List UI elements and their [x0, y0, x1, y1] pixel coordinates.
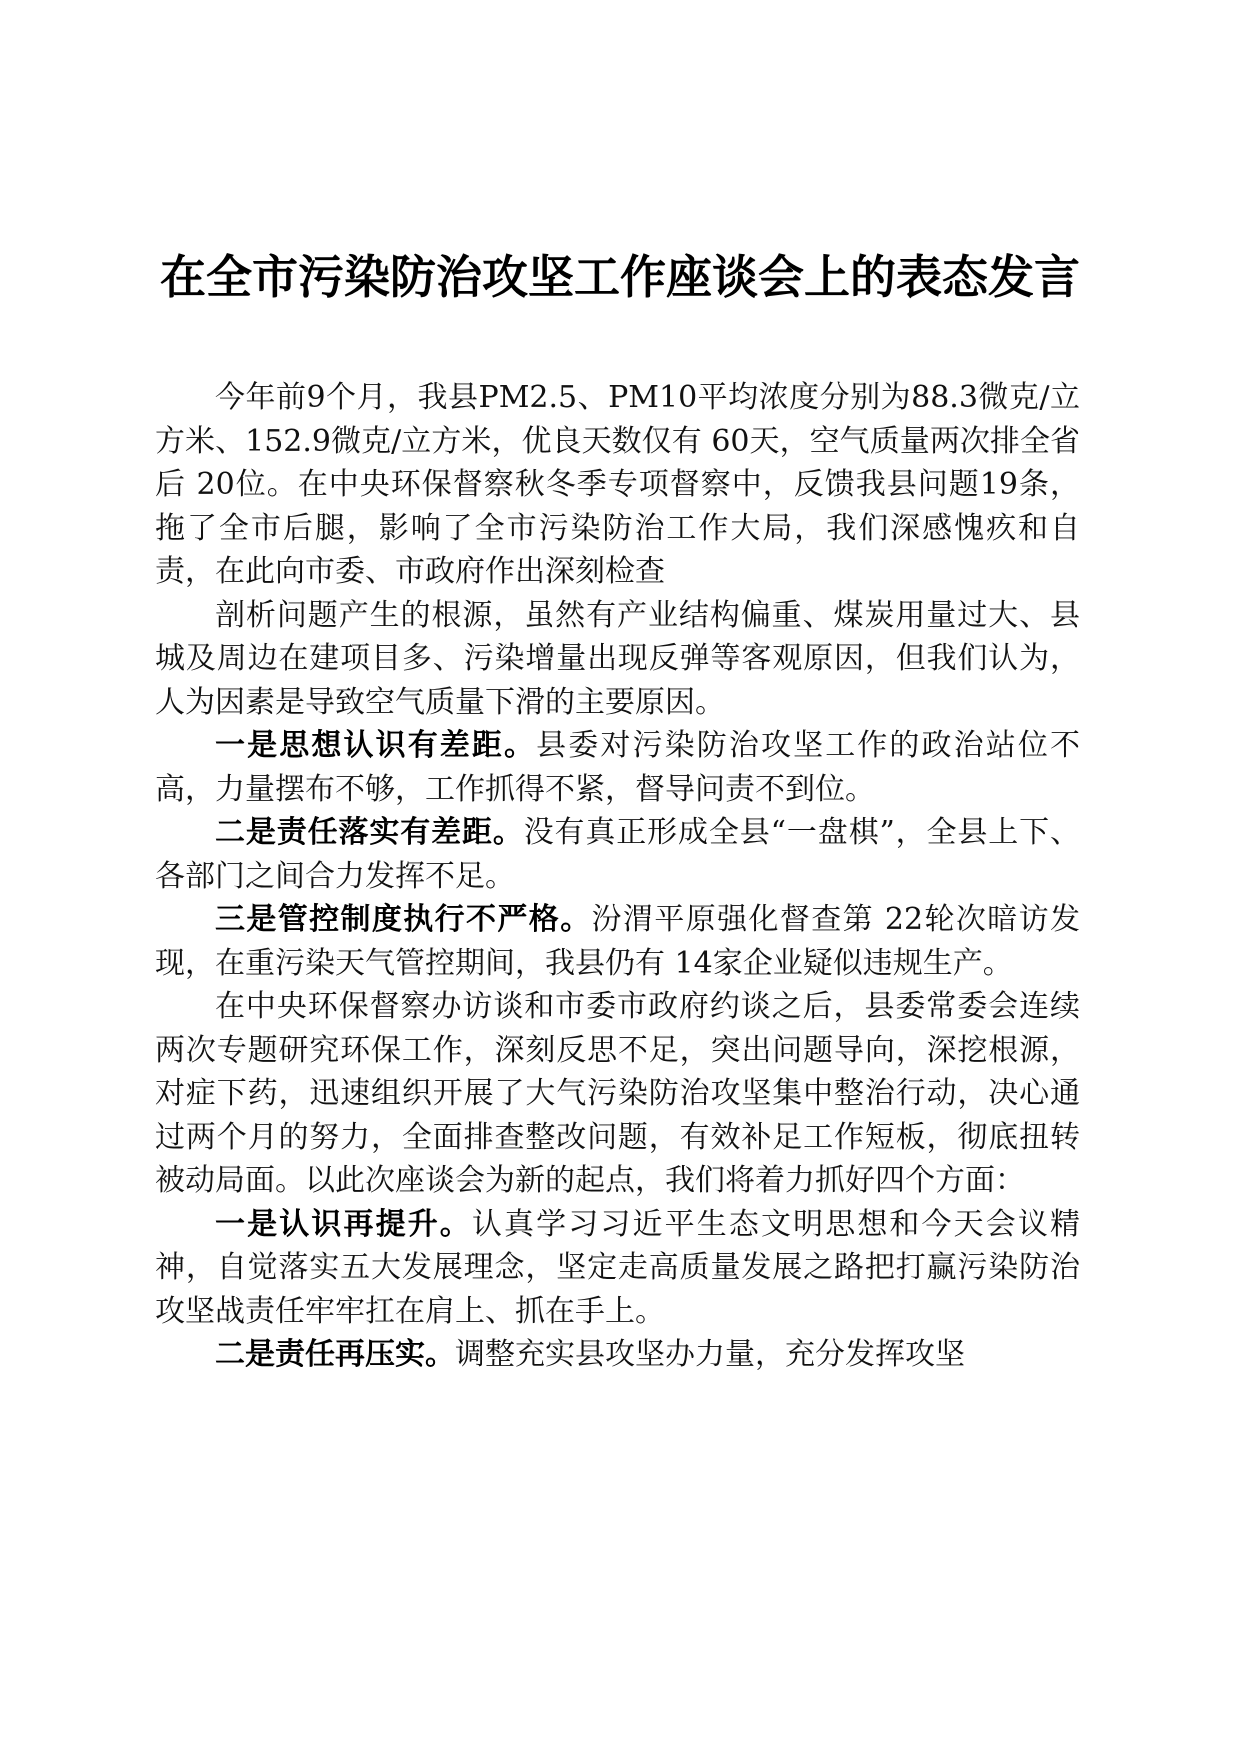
paragraph-2-text: 剖析问题产生的根源，虽然有产业结构偏重、煤炭用量过大、县城及周边在建项目多、污染增量出现反弹等客观原因，但我们认为，人为因素是导致空气质量下滑的主要原因。 [155, 597, 1080, 720]
paragraph-8-lead: 二是责任再压实。 [215, 1337, 455, 1372]
paragraph-4-lead: 二是责任落实有差距。 [215, 815, 524, 850]
paragraph-7-text: 认真学习习近平生态文明思想和今天会议精神，自觉落实五大发展理念，坚定走高质量发展之路把打赢污染防治攻坚战责任牢牢扛在肩上、抓在手上。 [155, 1206, 1081, 1329]
paragraph-3-lead: 一是思想认识有差距。 [215, 728, 537, 763]
paragraph-6 [155, 985, 1080, 1203]
paragraph-8-text: 调整充实县攻坚办力量，充分发挥攻坚 [455, 1337, 965, 1372]
paragraph-6-text: 在中央环保督察办访谈和市委市政府约谈之后，县委常委会连续两次专题研究环保工作，深刻反思不足，突出问题导向，深挖根源，对症下药，迅速组织开展了大气污染防治攻坚集中整治行动，决心通过两个月的努力，全面排查整改问题，有效补足工作短板，彻底扭转被动局面。以此次座谈会为新的起点，我们将着力抓好四个方面： [155, 989, 1080, 1198]
paragraph-3 [155, 724, 1080, 811]
paragraph-4-text: 没有真正形成全县“一盘棋”，全县上下、各部门之间合力发挥不足。 [155, 815, 1080, 894]
paragraph-1-text: 今年前9个月，我县PM2.5、PM10平均浓度分别为88.3微克/立方米、152.9微克/立方米，优良天数仅有 60天，空气质量两次排全省后 20位。在中央环保督察秋冬季专项督察中，反馈我县问题19条，拖了全市后腿，影响了全市污染防治工作大局，我们深感愧疚和自责，在此向市委、市政府作出深刻检查 [155, 380, 1080, 589]
paragraph-8 [155, 1333, 1080, 1377]
paragraph-3-text: 县委对污染防治攻坚工作的政治站位不高，力量摆布不够，工作抓得不紧，督导问责不到位。 [155, 728, 1081, 807]
paragraph-5-lead: 三是管控制度执行不严格。 [215, 902, 592, 937]
paragraph-4 [155, 811, 1080, 898]
document-title: 在全市污染防治攻坚工作座谈会上的表态发言 [160, 250, 1080, 304]
paragraph-5 [155, 898, 1080, 985]
paragraph-5-text: 汾渭平原强化督查第 22轮次暗访发现，在重污染天气管控期间，我县仍有 14家企业疑似违规生产。 [155, 902, 1080, 981]
paragraph-7-lead: 一是认识再提升。 [215, 1206, 472, 1242]
paragraph-1 [155, 376, 1080, 594]
paragraph-7 [155, 1203, 1080, 1334]
paragraph-2 [155, 594, 1080, 725]
document-body [155, 376, 1080, 1377]
